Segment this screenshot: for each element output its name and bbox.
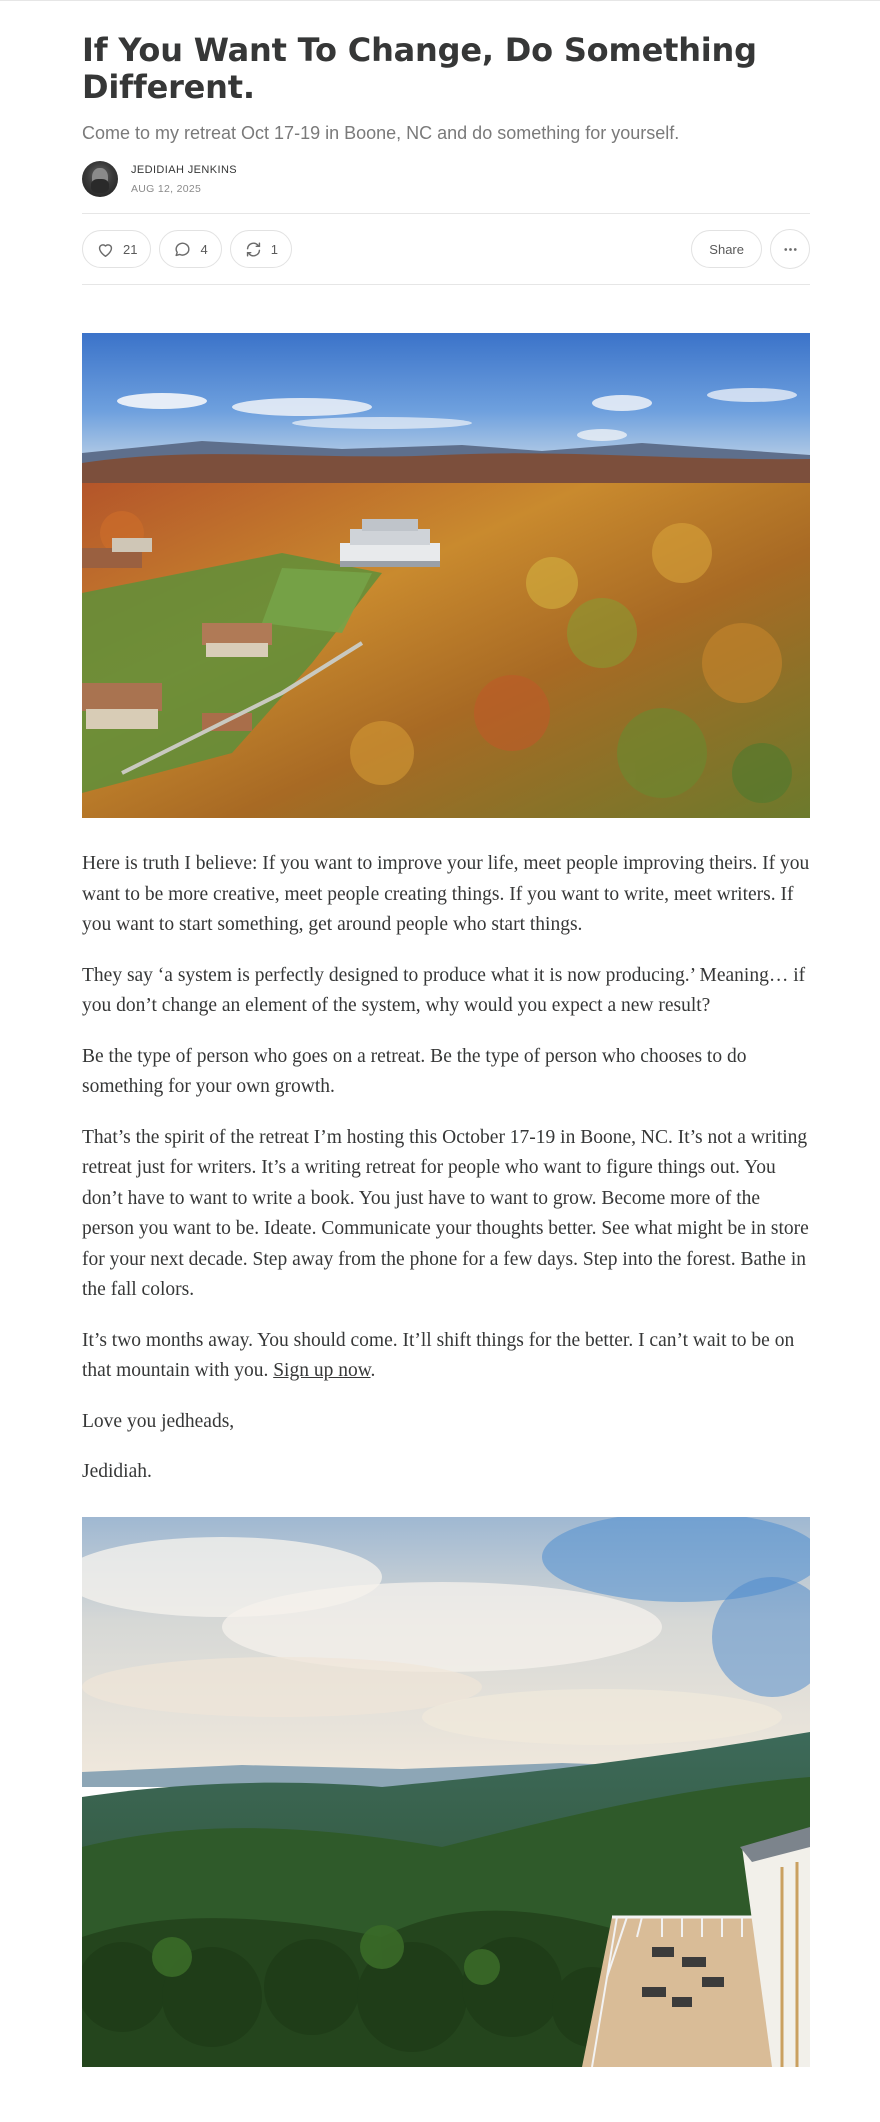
engagement-buttons <box>82 230 292 268</box>
body-paragraph-3: Be the type of person who goes on a retreat. Be the type of person who chooses to do something for your own growth. <box>82 1045 747 1097</box>
comment-count: 4 <box>200 241 208 257</box>
post-actions-bar <box>82 213 810 285</box>
post-subtitle: Come to my retreat Oct 17-19 in Boone, NC and do something for yourself. <box>82 123 680 143</box>
restack-icon <box>244 240 263 259</box>
share-actions <box>691 229 810 269</box>
byline <box>82 161 810 197</box>
like-button[interactable] <box>82 230 151 268</box>
author-name[interactable]: JEDIDIAH JENKINS <box>131 163 238 176</box>
post-container <box>82 0 810 2067</box>
body-paragraph-1: Here is truth I believe: If you want to improve your life, meet people improving theirs. If you want to be more creative, meet people creating things. If you want to write, meet writers. If you want to start something, get around people who start things. <box>82 853 810 935</box>
restack-count: 1 <box>270 241 278 257</box>
body-paragraph-4: That’s the spirit of the retreat I’m hosting this October 17-19 in Boone, NC. It’s not a writing retreat just for writers. It’s a writing retreat for people who want to figure things out. You don’t have to want to write a book. You just have to want to grow. Become more of the person you want to be. Ideate. Communicate your thoughts better. See what might be in store for your next decade. Step away from the phone for a few days. Step into the forest. Bathe in the fall colors. <box>82 1126 809 1300</box>
post-date: AUG 12, 2025 <box>131 182 202 195</box>
body-paragraph-6: Love you jedheads, <box>82 1410 235 1432</box>
sign-up-link[interactable]: Sign up now <box>273 1360 371 1381</box>
share-button[interactable] <box>691 230 762 268</box>
comment-button[interactable] <box>159 230 221 268</box>
more-options-button[interactable] <box>770 229 810 269</box>
share-label: Share <box>709 241 744 257</box>
comment-icon <box>173 240 192 259</box>
signature-paragraph: Jedidiah. <box>82 1461 152 1482</box>
body-paragraph-2: They say ‘a system is perfectly designed to produce what it is now producing.’ Meaning… if you don’t change an element of the system, why would you expect a new result? <box>82 964 806 1016</box>
heart-icon <box>96 240 115 259</box>
byline-text <box>131 163 237 196</box>
post-title: If You Want To Change, Do Something Different. <box>82 31 757 106</box>
author-avatar[interactable] <box>82 161 118 197</box>
body-paragraph-5-end: . <box>370 1360 376 1381</box>
like-count: 21 <box>123 241 138 257</box>
body-paragraph-5 <box>82 1326 810 1387</box>
post-body <box>82 849 810 1488</box>
mountain-vista-photo[interactable] <box>82 1517 810 2067</box>
body-paragraph-5-text: It’s two months away. You should come. It’ll shift things for the better. I can’t wait to be on that mountain with you. <box>82 1329 795 1381</box>
autumn-campus-photo[interactable] <box>82 333 810 818</box>
more-dots-icon <box>781 240 800 259</box>
restack-button[interactable] <box>230 230 292 268</box>
